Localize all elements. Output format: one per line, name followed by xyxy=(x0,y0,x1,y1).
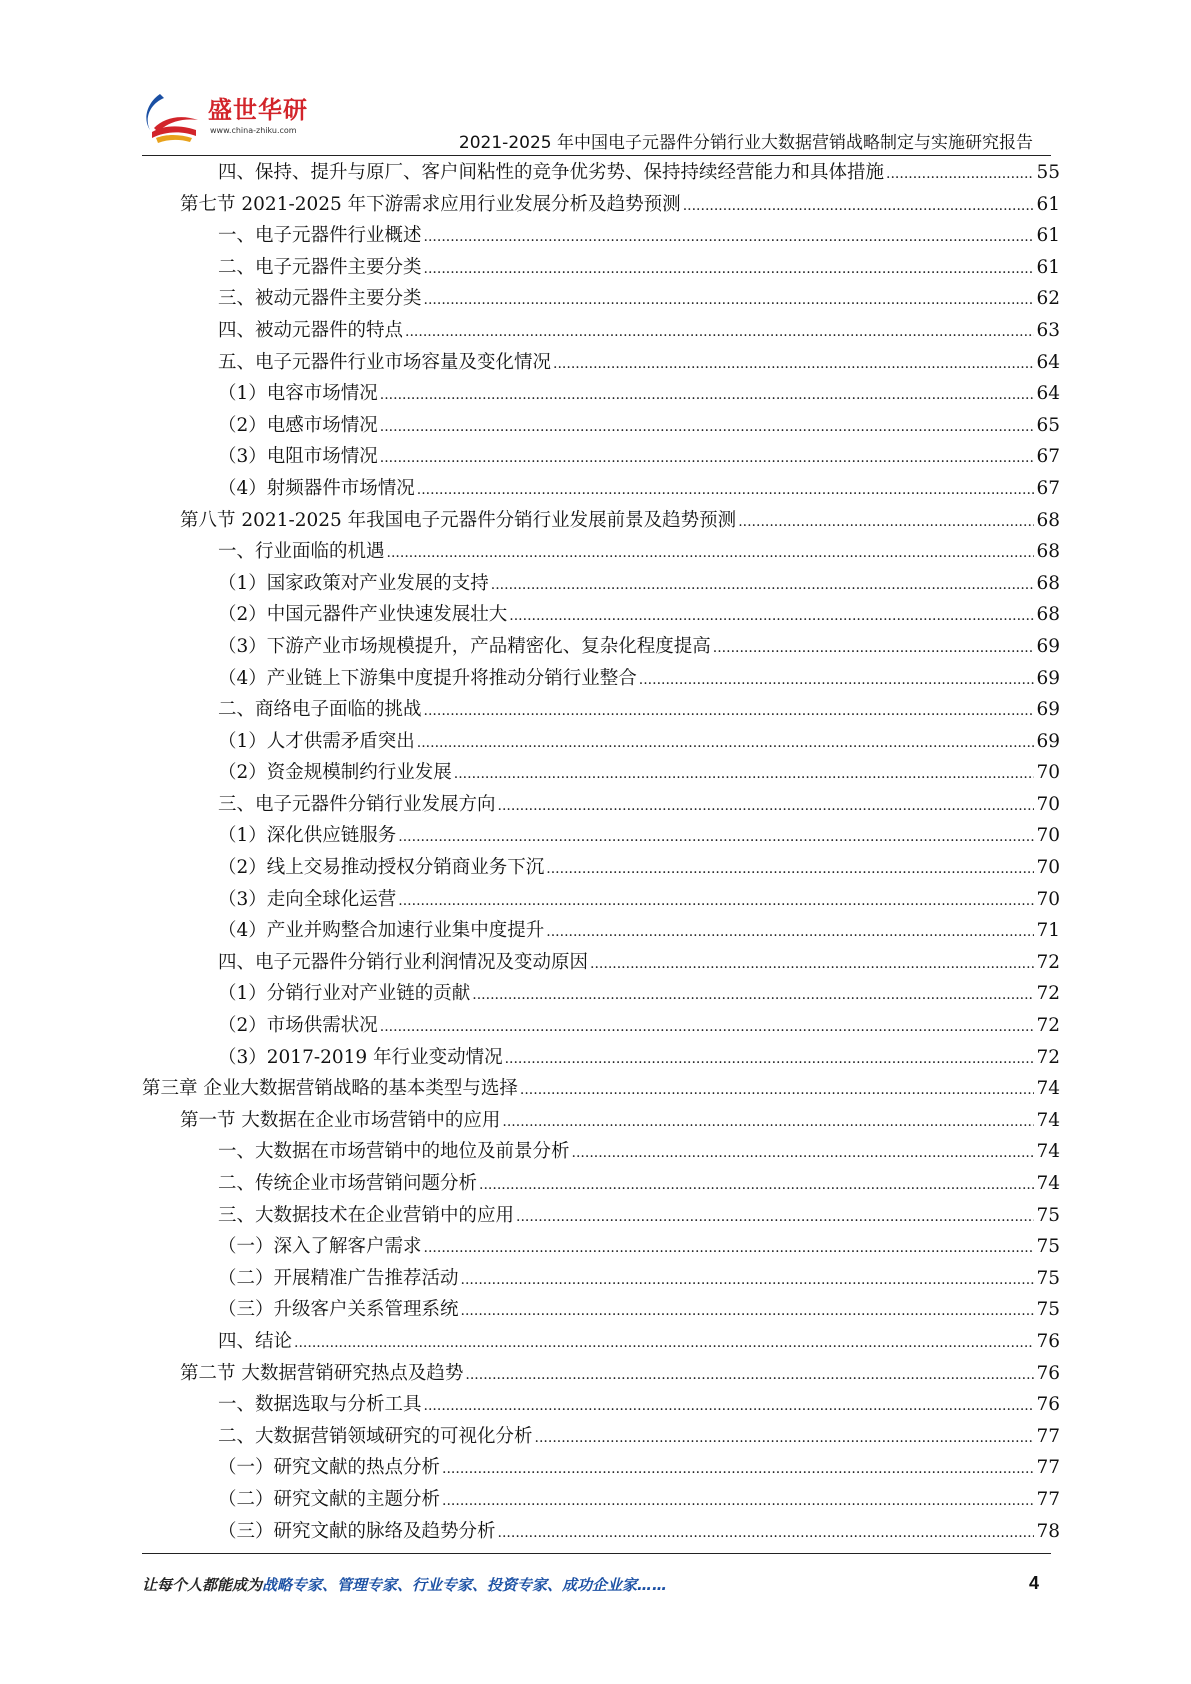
toc-entry-title: 三、电子元器件分销行业发展方向 xyxy=(218,793,496,815)
toc-entry[interactable] xyxy=(142,1326,1060,1358)
logo-icon xyxy=(140,84,210,154)
toc-entry[interactable] xyxy=(142,599,1060,631)
toc-entry-page: 77 xyxy=(1036,1488,1060,1510)
toc-dot-leader xyxy=(520,1073,1035,1107)
toc-dot-leader xyxy=(516,1200,1034,1234)
toc-entry-title: 第三章 企业大数据营销战略的基本类型与选择 xyxy=(142,1078,518,1100)
toc-dot-leader xyxy=(639,663,1035,697)
toc-dot-leader xyxy=(461,1294,1035,1328)
toc-dot-leader xyxy=(505,1042,1035,1076)
toc-entry[interactable] xyxy=(142,726,1060,758)
toc-entry-title: 四、保持、提升与原厂、客户间粘性的竞争优劣势、保持持续经营能力和具体措施 xyxy=(218,162,885,183)
toc-entry-title: 四、被动元器件的特点 xyxy=(218,319,404,341)
toc-dot-leader xyxy=(424,283,1035,317)
toc-entry[interactable] xyxy=(142,441,1060,473)
toc-entry[interactable] xyxy=(142,978,1060,1010)
toc-entry-title: （三）研究文献的脉络及趋势分析 xyxy=(218,1520,496,1542)
toc-entry-page: 67 xyxy=(1036,446,1060,468)
toc-entry-title: （2）资金规模制约行业发展 xyxy=(218,762,452,784)
toc-entry[interactable] xyxy=(142,536,1060,568)
toc-entry[interactable] xyxy=(142,852,1060,884)
toc-dot-leader xyxy=(498,789,1035,823)
toc-entry-page: 72 xyxy=(1036,983,1060,1005)
toc-dot-leader xyxy=(535,1421,1035,1455)
toc-entry-title: 三、被动元器件主要分类 xyxy=(218,288,422,310)
toc-entry-title: 第八节 2021-2025 年我国电子元器件分销行业发展前景及趋势预测 xyxy=(180,509,737,531)
toc-dot-leader xyxy=(380,410,1035,444)
toc-dot-leader xyxy=(738,505,1034,539)
toc-dot-leader xyxy=(424,220,1035,254)
toc-dot-leader xyxy=(572,1136,1035,1170)
toc-dot-leader xyxy=(424,252,1035,286)
toc-entry-title: 一、电子元器件行业概述 xyxy=(218,225,422,247)
toc-entry-page: 61 xyxy=(1036,193,1060,215)
toc-dot-leader xyxy=(417,473,1035,507)
toc-dot-leader xyxy=(498,1516,1035,1550)
toc-entry-title: 二、商络电子面临的挑战 xyxy=(218,699,422,721)
toc-entry[interactable] xyxy=(142,157,1060,189)
toc-entry-page: 72 xyxy=(1036,1046,1060,1068)
toc-entry-title: 四、结论 xyxy=(218,1330,293,1352)
toc-entry-title: （2）中国元器件产业快速发展壮大 xyxy=(218,604,508,626)
toc-entry-page: 76 xyxy=(1036,1330,1060,1352)
toc-entry[interactable] xyxy=(142,347,1060,379)
toc-entry-page: 75 xyxy=(1036,1267,1060,1289)
page-header xyxy=(0,0,1191,160)
footer-slogan xyxy=(142,1574,1051,1595)
toc-entry-title: 第二节 大数据营销研究热点及趋势 xyxy=(180,1362,464,1384)
toc-dot-leader xyxy=(553,347,1034,381)
toc-dot-leader xyxy=(405,315,1034,349)
toc-entry-page: 71 xyxy=(1036,920,1060,942)
brand-name: 盛世华研 xyxy=(208,96,308,124)
toc-entry[interactable] xyxy=(142,789,1060,821)
toc-entry-page: 77 xyxy=(1036,1425,1060,1447)
header-divider xyxy=(142,155,1051,156)
toc-dot-leader xyxy=(417,726,1035,760)
toc-entry[interactable] xyxy=(142,410,1060,442)
toc-entry-page: 75 xyxy=(1036,1299,1060,1321)
toc-dot-leader xyxy=(380,378,1035,412)
toc-entry[interactable] xyxy=(142,1136,1060,1168)
toc-entry[interactable] xyxy=(142,189,1060,221)
toc-entry[interactable] xyxy=(142,663,1060,695)
toc-dot-leader xyxy=(380,441,1035,475)
toc-entry-title: 三、大数据技术在企业营销中的应用 xyxy=(218,1204,515,1226)
toc-entry[interactable] xyxy=(142,378,1060,410)
toc-entry-title: （1）深化供应链服务 xyxy=(218,825,397,847)
toc-dot-leader xyxy=(398,820,1034,854)
footer-roles: 战略专家、管理专家、行业专家、投资专家、成功企业家…… xyxy=(262,1576,668,1594)
toc-entry[interactable] xyxy=(142,1231,1060,1263)
toc-entry-title: 一、数据选取与分析工具 xyxy=(218,1394,422,1416)
toc-entry-title: 二、大数据营销领域研究的可视化分析 xyxy=(218,1425,533,1447)
toc-entry[interactable] xyxy=(142,757,1060,789)
toc-entry-page: 62 xyxy=(1036,288,1060,310)
toc-dot-leader xyxy=(713,631,1035,665)
toc-entry-title: （4）射频器件市场情况 xyxy=(218,477,415,499)
toc-entry[interactable] xyxy=(142,820,1060,852)
toc-entry[interactable] xyxy=(142,252,1060,284)
toc-entry-title: （2）线上交易推动授权分销商业务下沉 xyxy=(218,857,545,879)
toc-entry-page: 72 xyxy=(1036,951,1060,973)
toc-entry[interactable] xyxy=(142,283,1060,315)
toc-entry-title: 一、行业面临的机遇 xyxy=(218,541,385,563)
toc-entry-page: 74 xyxy=(1036,1141,1060,1163)
toc-dot-leader xyxy=(472,978,1034,1012)
toc-entry[interactable] xyxy=(142,315,1060,347)
report-title: 2021-2025 年中国电子元器件分销行业大数据营销战略制定与实施研究报告 xyxy=(458,133,1033,153)
toc-entry-page: 68 xyxy=(1036,604,1060,626)
toc-entry[interactable] xyxy=(142,915,1060,947)
toc-entry[interactable] xyxy=(142,1516,1060,1548)
toc-entry-title: （3）下游产业市场规模提升，产品精密化、复杂化程度提高 xyxy=(218,635,711,657)
toc-entry-page: 64 xyxy=(1036,383,1060,405)
page-number: 4 xyxy=(1028,1573,1039,1593)
toc-entry-page: 74 xyxy=(1036,1109,1060,1131)
toc-dot-leader xyxy=(454,757,1035,791)
toc-entry-page: 69 xyxy=(1036,730,1060,752)
toc-entry-title: （一）深入了解客户需求 xyxy=(218,1236,422,1258)
toc-entry[interactable] xyxy=(142,1421,1060,1453)
toc-entry-page: 61 xyxy=(1036,256,1060,278)
brand-url: www.china-zhiku.com xyxy=(210,126,297,135)
toc-entry-page: 70 xyxy=(1036,762,1060,784)
toc-entry-page: 70 xyxy=(1036,793,1060,815)
toc-dot-leader xyxy=(465,1358,1034,1392)
toc-entry-page: 69 xyxy=(1036,635,1060,657)
footer-lead: 让每个人都能成为 xyxy=(142,1576,263,1594)
toc-entry-page: 76 xyxy=(1036,1394,1060,1416)
toc-dot-leader xyxy=(398,884,1034,918)
toc-entry-title: （2）市场供需状况 xyxy=(218,1015,378,1037)
toc-entry-page: 61 xyxy=(1036,225,1060,247)
toc-entry-title: （二）研究文献的主题分析 xyxy=(218,1488,441,1510)
toc-entry-page: 70 xyxy=(1036,888,1060,910)
toc-dot-leader xyxy=(886,157,1034,191)
toc-entry[interactable] xyxy=(142,1294,1060,1326)
toc-entry-page: 69 xyxy=(1036,667,1060,689)
toc-entry-title: 五、电子元器件行业市场容量及变化情况 xyxy=(218,351,552,373)
toc-entry[interactable] xyxy=(142,947,1060,979)
toc-entry-page: 68 xyxy=(1036,541,1060,563)
toc-entry-page: 77 xyxy=(1036,1457,1060,1479)
toc-entry[interactable] xyxy=(142,1042,1060,1074)
toc-entry-title: 四、电子元器件分销行业利润情况及变动原因 xyxy=(218,951,589,973)
toc-entry-title: （三）升级客户关系管理系统 xyxy=(218,1299,459,1321)
toc-dot-leader xyxy=(380,1010,1035,1044)
toc-entry[interactable] xyxy=(142,568,1060,600)
toc-entry[interactable] xyxy=(142,1389,1060,1421)
toc-entry[interactable] xyxy=(142,884,1060,916)
toc-entry-page: 76 xyxy=(1036,1362,1060,1384)
toc-entry-title: 二、传统企业市场营销问题分析 xyxy=(218,1173,478,1194)
toc-entry-page: 70 xyxy=(1036,825,1060,847)
toc-entry[interactable] xyxy=(142,473,1060,505)
toc-entry-page: 75 xyxy=(1036,1204,1060,1226)
toc-entry[interactable] xyxy=(142,505,1060,537)
toc-entry-page: 68 xyxy=(1036,572,1060,594)
toc-dot-leader xyxy=(424,1231,1035,1265)
toc-entry[interactable] xyxy=(142,1358,1060,1390)
toc-entry-page: 68 xyxy=(1036,509,1060,531)
toc-entry-page: 65 xyxy=(1036,414,1060,436)
toc-entry-title: 第一节 大数据在企业市场营销中的应用 xyxy=(180,1109,501,1131)
toc-entry-title: （3）电阻市场情况 xyxy=(218,446,378,468)
toc-entry-page: 75 xyxy=(1036,1236,1060,1258)
toc-entry-page: 69 xyxy=(1036,699,1060,721)
toc-entry-title: 一、大数据在市场营销中的地位及前景分析 xyxy=(218,1141,570,1163)
toc-entry[interactable] xyxy=(142,1105,1060,1137)
toc-entry[interactable] xyxy=(142,1452,1060,1484)
footer-divider xyxy=(142,1553,1051,1554)
toc-entry[interactable] xyxy=(142,1484,1060,1516)
logo xyxy=(140,84,330,154)
toc-entry-page: 55 xyxy=(1036,162,1060,183)
toc-dot-leader xyxy=(294,1326,1034,1360)
toc-entry-title: （一）研究文献的热点分析 xyxy=(218,1457,441,1479)
toc-entry-title: 第七节 2021-2025 年下游需求应用行业发展分析及趋势预测 xyxy=(180,193,681,215)
toc-entry-title: （1）国家政策对产业发展的支持 xyxy=(218,572,489,594)
toc-dot-leader xyxy=(424,694,1035,728)
toc-entry-page: 74 xyxy=(1036,1173,1060,1194)
toc-dot-leader xyxy=(546,915,1034,949)
toc-entry-title: （4）产业并购整合加速行业集中度提升 xyxy=(218,920,545,942)
toc-entry-title: （2）电感市场情况 xyxy=(218,414,378,436)
toc-entry[interactable] xyxy=(142,631,1060,663)
toc-entry-page: 64 xyxy=(1036,351,1060,373)
toc-entry-page: 74 xyxy=(1036,1078,1060,1100)
toc-entry-page: 67 xyxy=(1036,477,1060,499)
toc-entry-page: 63 xyxy=(1036,319,1060,341)
toc-entry-title: （3）走向全球化运营 xyxy=(218,888,397,910)
toc-entry-title: 二、电子元器件主要分类 xyxy=(218,256,422,278)
toc-entry[interactable] xyxy=(142,1200,1060,1232)
toc-entry[interactable] xyxy=(142,1168,1060,1200)
toc-entry-title: （1）人才供需矛盾突出 xyxy=(218,730,415,752)
toc-entry-title: （1）分销行业对产业链的贡献 xyxy=(218,983,471,1005)
toc-dot-leader xyxy=(502,1105,1034,1139)
toc-entry[interactable] xyxy=(142,220,1060,252)
toc-dot-leader xyxy=(546,852,1034,886)
toc-dot-leader xyxy=(683,189,1035,223)
toc-dot-leader xyxy=(424,1389,1035,1423)
toc-entry-title: （二）开展精准广告推荐活动 xyxy=(218,1267,459,1289)
toc-dot-leader xyxy=(442,1484,1034,1518)
toc-entry[interactable] xyxy=(142,1073,1060,1105)
toc-dot-leader xyxy=(590,947,1034,981)
toc-entry-page: 70 xyxy=(1036,857,1060,879)
toc-dot-leader xyxy=(491,568,1035,602)
toc-entry[interactable] xyxy=(142,694,1060,726)
toc-entry-page: 78 xyxy=(1036,1520,1060,1542)
toc-dot-leader xyxy=(461,1263,1035,1297)
toc-entry-page: 72 xyxy=(1036,1015,1060,1037)
toc-dot-leader xyxy=(442,1452,1034,1486)
toc-dot-leader xyxy=(387,536,1035,570)
toc-entry[interactable] xyxy=(142,1010,1060,1042)
toc-entry-title: （1）电容市场情况 xyxy=(218,383,378,405)
toc-dot-leader xyxy=(509,599,1034,633)
toc-entry-title: （4）产业链上下游集中度提升将推动分销行业整合 xyxy=(218,667,637,689)
toc-entry[interactable] xyxy=(142,1263,1060,1295)
toc-dot-leader xyxy=(479,1168,1034,1202)
toc-entry-title: （3）2017-2019 年行业变动情况 xyxy=(218,1046,503,1068)
table-of-contents xyxy=(142,157,1060,1547)
